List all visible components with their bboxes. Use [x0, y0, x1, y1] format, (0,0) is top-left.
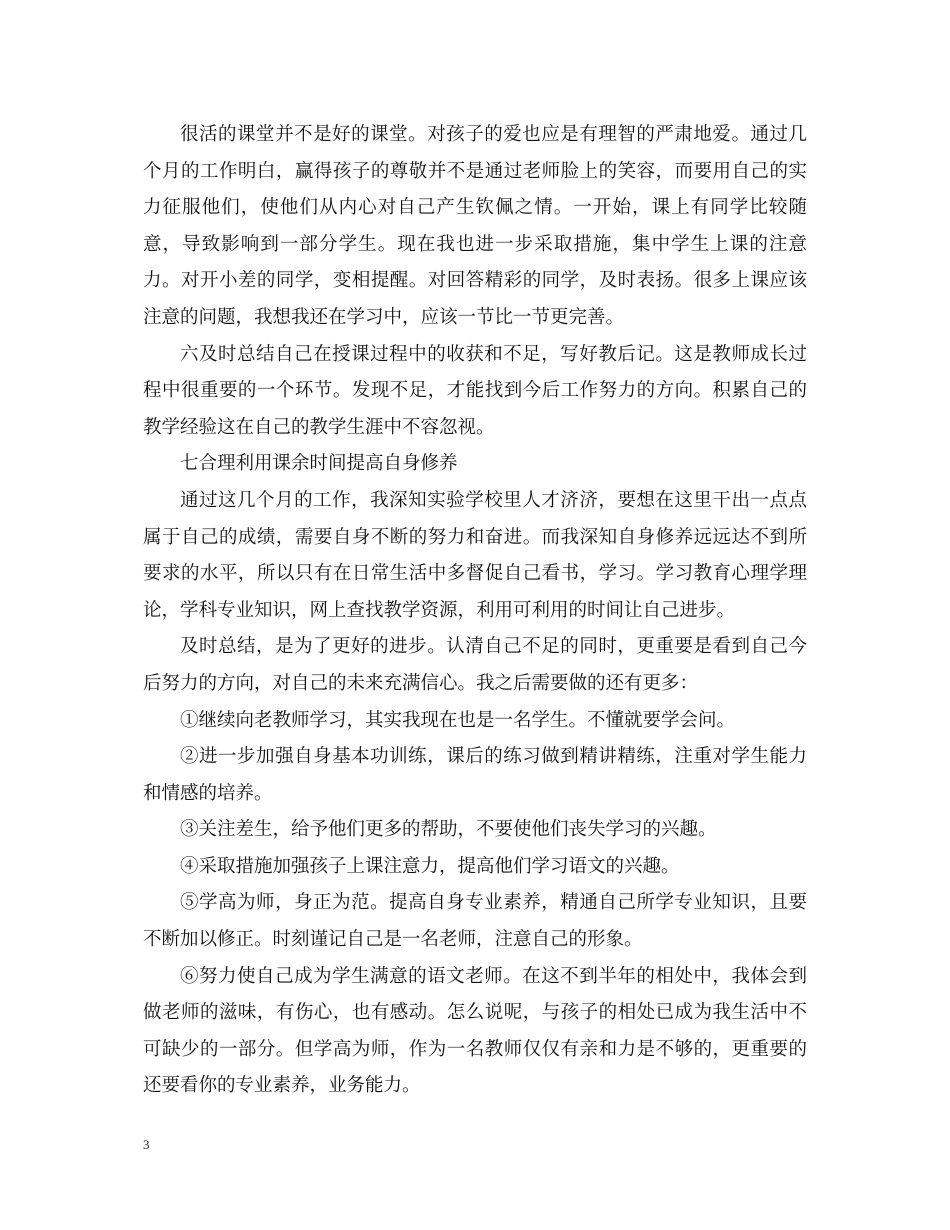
paragraph-classroom-discipline: 很活的课堂并不是好的课堂。对孩子的爱也应是有理智的严肃地爱。通过几个月的工作明白，赢得孩子的尊敬并不是通过老师脸上的笑容，而要用自己的实力征服他们，使他们从内心对自己产生钦佩之情。一开始，课上有同学比较随意，导致影响到一部分学生。现在我也进一步采取措施，集中学生上课的注意力。对开小差的同学，变相提醒。对回答精彩的同学，及时表扬。很多上课应该注意的问题，我想我还在学习中，应该一节比一节更完善。: [143, 124, 807, 328]
paragraph-self-improvement: 通过这几个月的工作，我深知实验学校里人才济济，要想在这里干出一点点属于自己的成绩，需要自身不断的努力和奋进。而我深知自身修养远远达不到所要求的水平，所以只有在日常生活中多督促自己看书，学习。学习教育心理学理论，学科专业知识，网上查找教学资源，利用可利用的时间让自己进步。: [143, 489, 807, 621]
list-item-3: ③关注差生，给予他们更多的帮助，不要使他们丧失学习的兴趣。: [180, 819, 717, 841]
list-item-1: ①继续向老教师学习，其实我现在也是一名学生。不懂就要学会问。: [180, 709, 736, 731]
list-item-5: ⑤学高为师，身正为范。提高自身专业素养，精通自己所学专业知识，且要不断加以修正。时刻谨记自己是一名老师，注意自己的形象。: [143, 892, 807, 951]
document-body: [143, 117, 807, 1105]
page-number: 3: [143, 1137, 150, 1152]
list-item-6: ⑥努力使自己成为学生满意的语文老师。在这不到半年的相处中，我体会到做老师的滋味，有伤心，也有感动。怎么说呢，与孩子的相处已成为我生活中不可缺少的一部分。但学高为师，作为一名教师仅仅有亲和力是不够的，更重要的还要看你的专业素养，业务能力。: [143, 965, 807, 1097]
list-item-2: ②进一步加强自身基本功训练，课后的练习做到精讲精练，注重对学生能力和情感的培养。: [143, 746, 807, 804]
paragraph-section-six: 六及时总结自己在授课过程中的收获和不足，写好教后记。这是教师成长过程中很重要的一个环节。发现不足，才能找到今后工作努力的方向。积累自己的教学经验这在自己的教学生涯中不容忽视。: [143, 343, 807, 438]
paragraph-summary: 及时总结，是为了更好的进步。认清自己不足的同时，更重要是看到自己今后努力的方向，对自己的未来充满信心。我之后需要做的还有更多：: [143, 636, 807, 694]
section-heading-seven: 七合理利用课余时间提高自身修养: [180, 453, 458, 475]
list-item-4: ④采取措施加强孩子上课注意力，提高他们学习语文的兴趣。: [180, 855, 680, 877]
